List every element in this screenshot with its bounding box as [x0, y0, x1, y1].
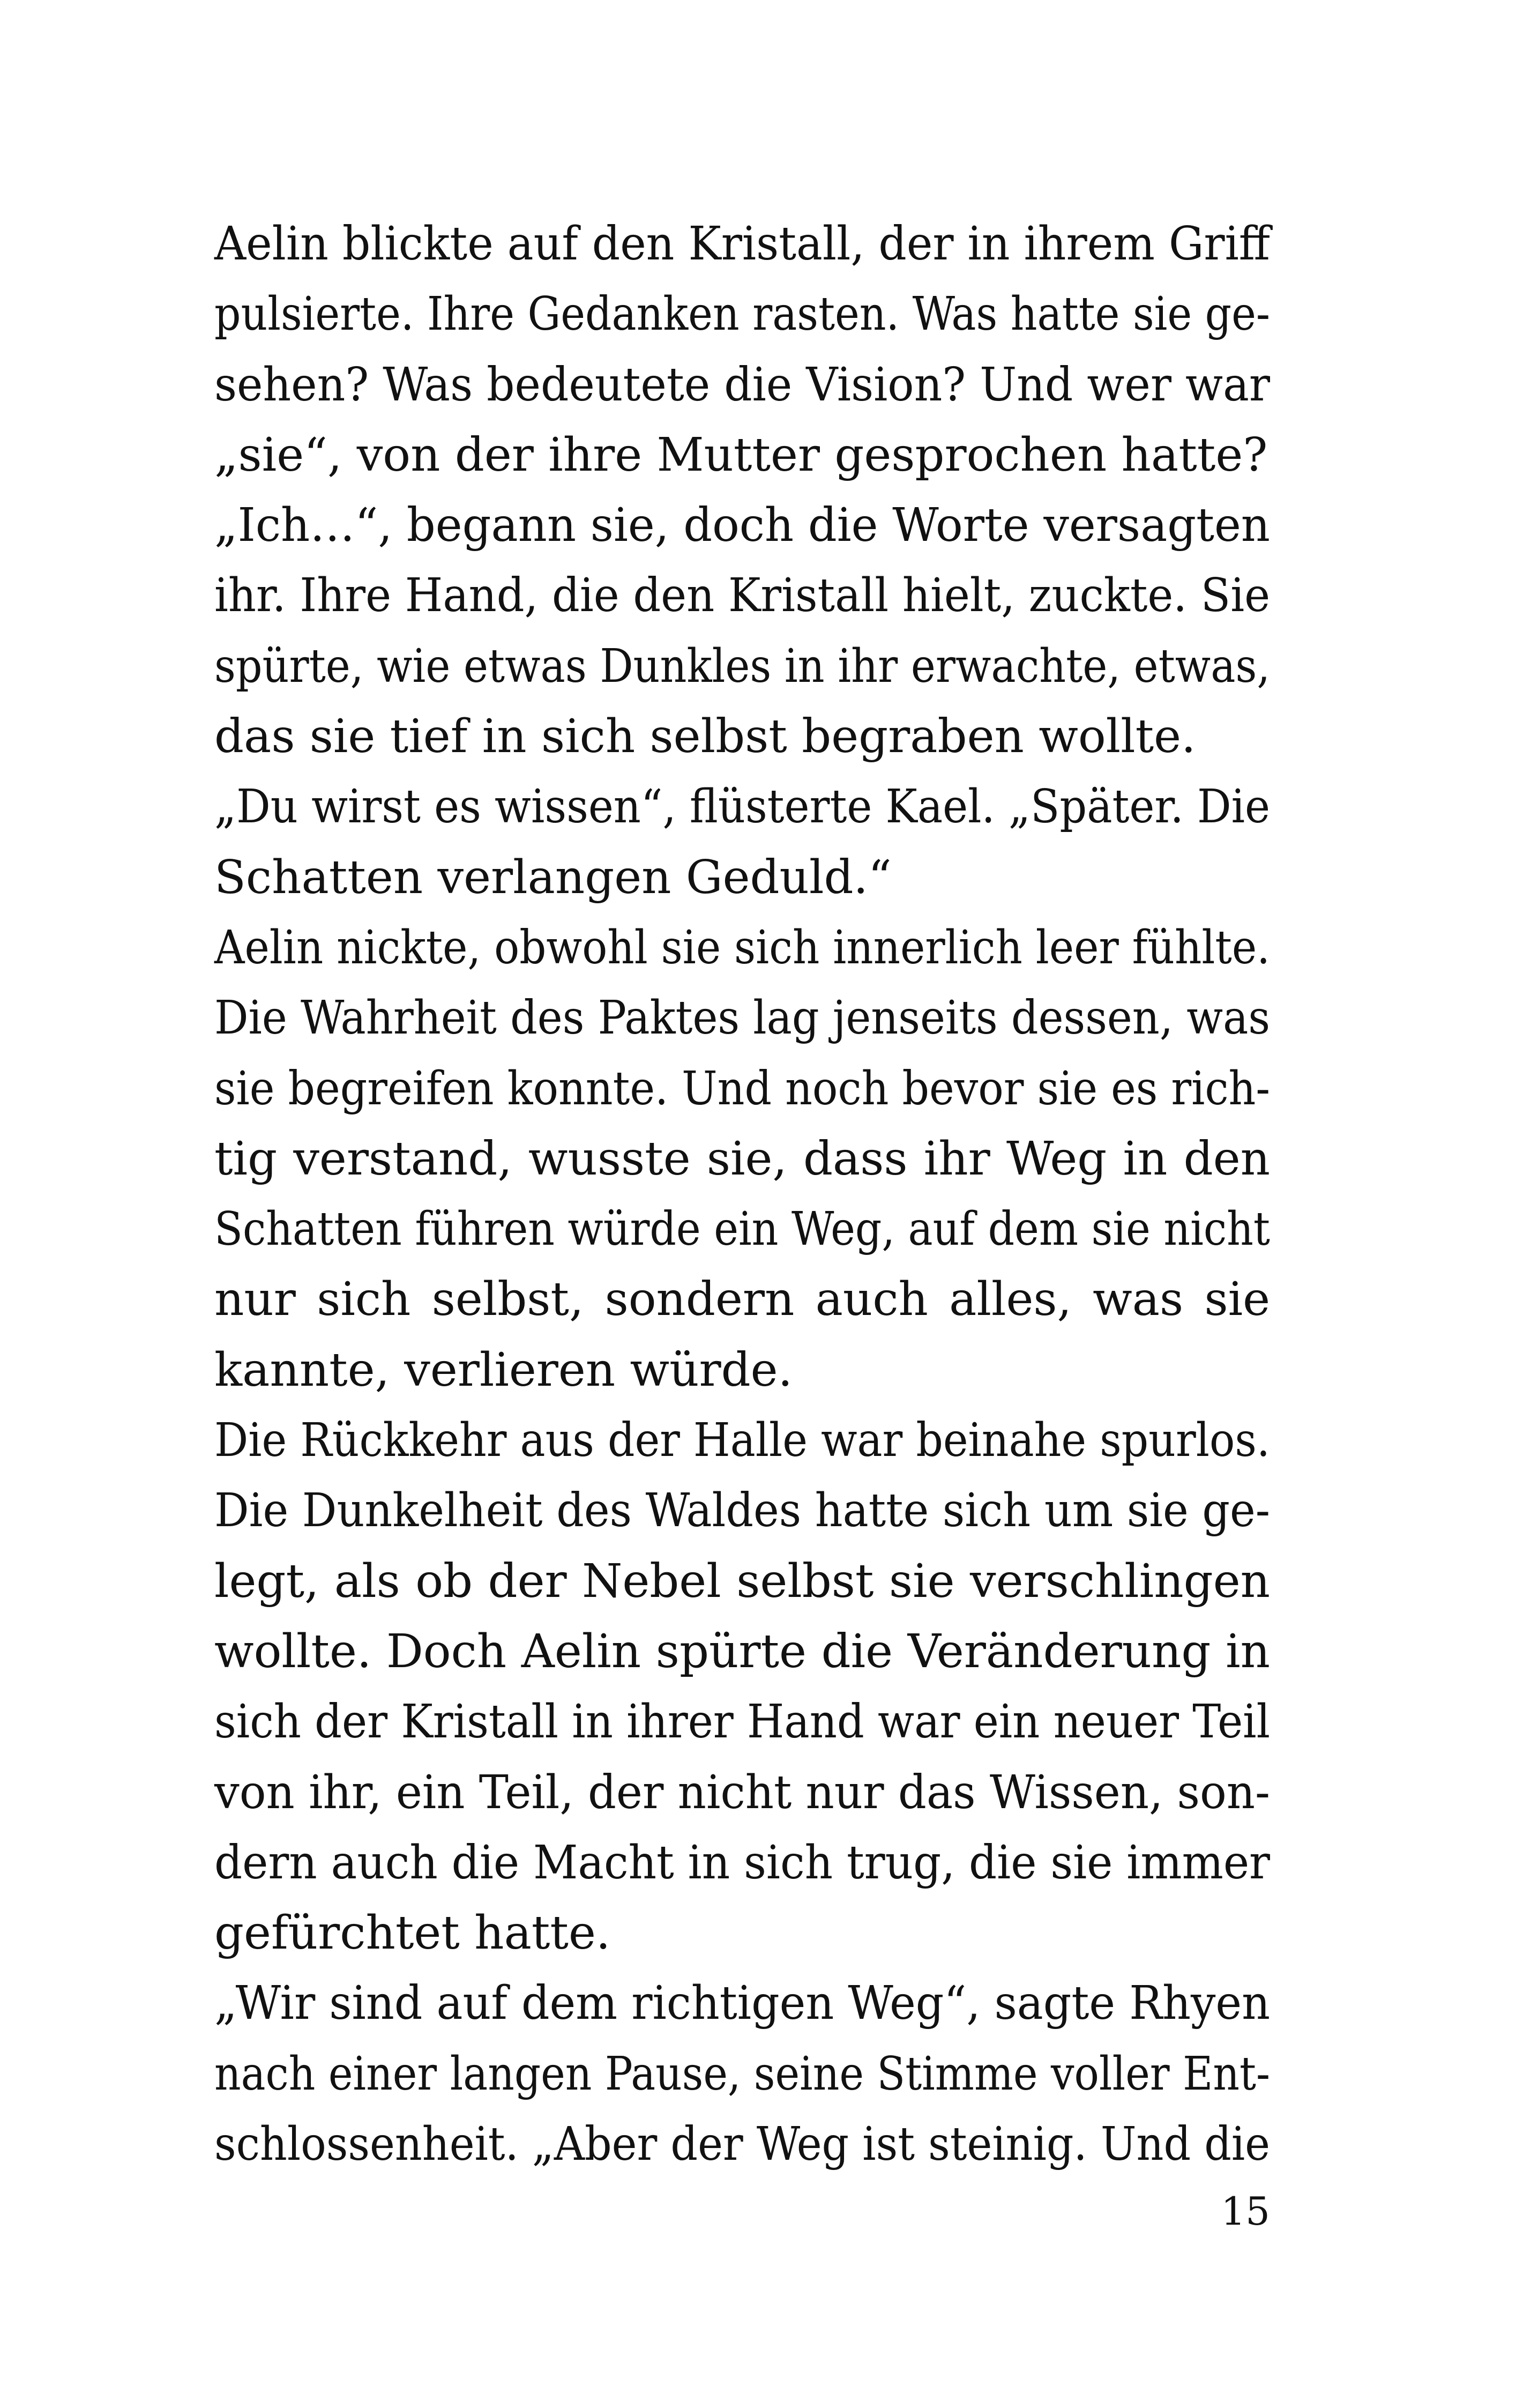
text-line: Schatten verlangen Geduld.“ [214, 850, 892, 904]
text-line: sehen? Was bedeutete die Vision? Und wer war [214, 358, 1270, 412]
text-line: sie begreifen konnte. Und noch bevor sie es rich- [214, 1061, 1270, 1116]
text-line: „Wir sind auf dem richtigen Weg“, sagte Rhyen [214, 1976, 1270, 2031]
text-line: Die Rückkehr aus der Halle war beinahe spurlos. [214, 1414, 1270, 1468]
text-line: Die Dunkelheit des Waldes hatte sich um sie ge- [214, 1484, 1270, 1538]
text-line: legt, als ob der Nebel selbst sie verschlingen [214, 1554, 1270, 1608]
text-line: schlossenheit. „Aber der Weg ist steinig. Und die [214, 2117, 1270, 2172]
text-line: von ihr, ein Teil, der nicht nur das Wissen, son- [214, 1765, 1270, 1819]
text-line: nur sich selbst, sondern auch alles, was sie [214, 1273, 1270, 1327]
text-line: gefürchtet hatte. [214, 1906, 611, 1960]
page-number: 15 [1221, 2189, 1270, 2234]
text-line: kannte, verlieren würde. [214, 1343, 793, 1397]
text-line: Schatten führen würde ein Weg, auf dem sie nicht [214, 1202, 1270, 1257]
text-line: sich der Kristall in ihrer Hand war ein neuer Teil [214, 1695, 1270, 1749]
text-line: spürte, wie etwas Dunkles in ihr erwachte, etwas, [214, 639, 1270, 693]
text-line: nach einer langen Pause, seine Stimme voller Ent- [214, 2047, 1270, 2101]
text-line: Die Wahrheit des Paktes lag jenseits dessen, was [214, 991, 1270, 1045]
text-line: „sie“, von der ihre Mutter gesprochen hatte? [214, 428, 1268, 482]
text-line: tig verstand, wusste sie, dass ihr Weg in den [214, 1132, 1270, 1186]
text-line: Aelin blickte auf den Kristall, der in ihrem Griff [214, 217, 1270, 271]
text-line: das sie tief in sich selbst begraben wollte. [214, 710, 1196, 764]
text-line: ihr. Ihre Hand, die den Kristall hielt, zuckte. Sie [214, 569, 1270, 623]
text-line: dern auch die Macht in sich trug, die sie immer [214, 1835, 1270, 1890]
text-line: Aelin nickte, obwohl sie sich innerlich leer fühlte. [214, 920, 1270, 975]
text-line: pulsierte. Ihre Gedanken rasten. Was hatte sie ge- [214, 287, 1270, 341]
text-line: wollte. Doch Aelin spürte die Veränderung in [214, 1624, 1270, 1678]
body-text [214, 209, 1270, 2180]
text-line: „Du wirst es wissen“, flüsterte Kael. „Später. Die [214, 780, 1270, 834]
text-line: „Ich…“, begann sie, doch die Worte versagten [214, 499, 1270, 553]
